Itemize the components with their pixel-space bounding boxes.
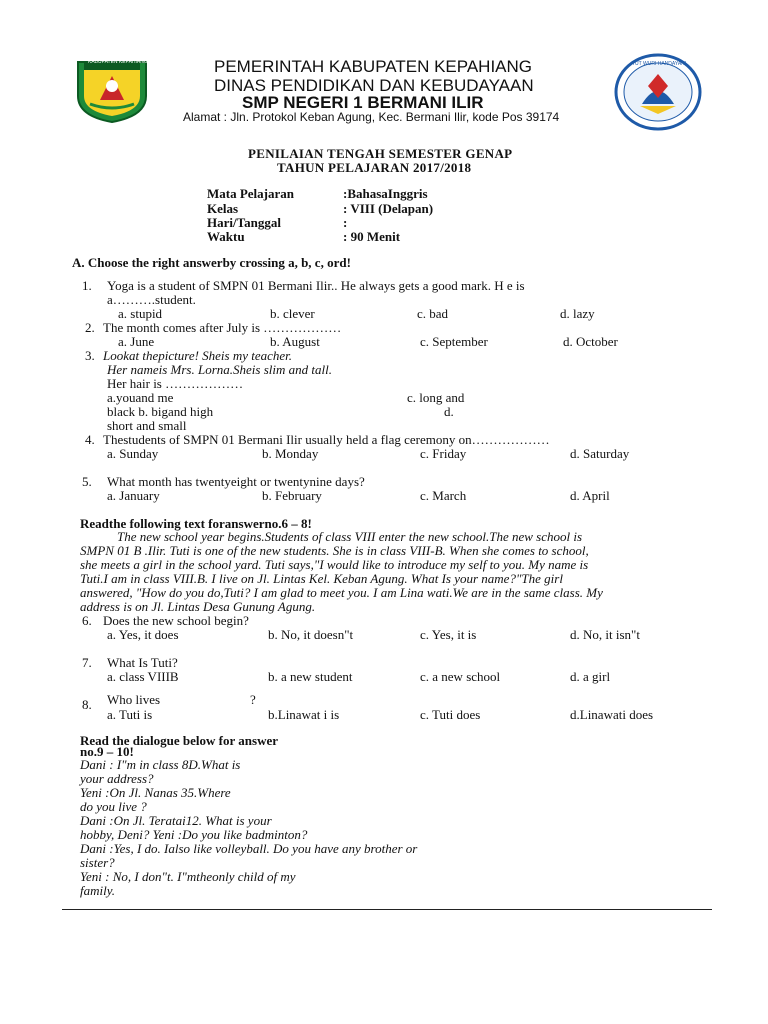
q4-text: Thestudents of SMPN 01 Bermani Ilir usually held a flag ceremony on………………: [103, 432, 550, 447]
q6-option-d[interactable]: d. No, it isn"t: [570, 627, 640, 642]
dialogue-line-3: Yeni :On Jl. Nanas 35.Where: [80, 785, 231, 800]
exam-title: PENILAIAN TENGAH SEMESTER GENAP: [248, 146, 513, 161]
q1-text: Yoga is a student of SMPN 01 Bermani Ilir.. He always gets a good mark. H e is: [107, 278, 525, 293]
header-address: Alamat : Jln. Protokol Keban Agung, Kec. Bermani Ilir, kode Pos 39174: [183, 110, 560, 124]
q3-line-2: Her nameis Mrs. Lorna.Sheis slim and tall.: [107, 362, 332, 377]
q5-option-c[interactable]: c. March: [420, 488, 467, 503]
regency-logo: [72, 56, 152, 124]
field-label-class: Kelas: [207, 201, 239, 216]
q1-option-d[interactable]: d. lazy: [560, 306, 595, 321]
reading-line-2: SMPN 01 B .Ilir. Tuti is one of the new students. She is in class VIII-B. When she comes to school,: [80, 543, 589, 558]
reading-heading: Readthe following text foranswerno.6 – 8!: [80, 516, 312, 531]
field-value-date: :: [343, 215, 348, 230]
q8-question-mark: ?: [250, 692, 256, 707]
tut-wuri-handayani-logo: [612, 52, 704, 132]
q6-option-a[interactable]: a. Yes, it does: [107, 627, 179, 642]
field-label-date: Hari/Tanggal: [207, 215, 281, 230]
q1-option-b[interactable]: b. clever: [270, 306, 315, 321]
q7-text: What Is Tuti?: [107, 655, 178, 670]
q1-option-c[interactable]: c. bad: [417, 306, 449, 321]
q4-number: 4.: [85, 432, 95, 447]
field-label-time: Waktu: [207, 229, 245, 244]
q8-option-b[interactable]: b.Linawat i is: [268, 707, 340, 722]
q3-line-1: Lookat thepicture! Sheis my teacher.: [103, 348, 293, 363]
q2-text: The month comes after July is ………………: [103, 320, 342, 335]
q3-line-3: Her hair is ………………: [107, 376, 244, 391]
q1-text-cont: a……….student.: [107, 292, 196, 307]
dialogue-line-2: your address?: [80, 771, 154, 786]
header-government: PEMERINTAH KABUPATEN KEPAHIANG: [214, 57, 533, 76]
field-value-subject: :BahasaInggris: [343, 186, 428, 201]
q5-number: 5.: [82, 474, 92, 489]
q2-option-d[interactable]: d. October: [563, 334, 618, 349]
dialogue-heading-cont: no.9 – 10!: [80, 744, 134, 759]
q8-option-c[interactable]: c. Tuti does: [420, 707, 481, 722]
q2-option-a[interactable]: a. June: [118, 334, 155, 349]
dialogue-line-10: family.: [80, 883, 116, 898]
dialogue-line-7: Dani :Yes, I do. Ialso like volleyball. Do you have any brother or: [80, 841, 418, 856]
q4-option-d[interactable]: d. Saturday: [570, 446, 630, 461]
q6-option-c[interactable]: c. Yes, it is: [420, 627, 477, 642]
q8-option-a[interactable]: a. Tuti is: [107, 707, 153, 722]
reading-line-1: The new school year begins.Students of class VIII enter the new school.The new school is: [117, 529, 583, 544]
reading-line-5: answered, "How do you do,Tuti? I am glad to meet you. I am Lina wati.We are in the same class. My: [80, 585, 603, 600]
dialogue-line-9: Yeni : No, I don"t. I"mtheonly child of my: [80, 869, 296, 884]
dialogue-line-1: Dani : I"m in class 8D.What is: [80, 757, 241, 772]
field-value-class: : VIII (Delapan): [343, 201, 434, 216]
q4-option-c[interactable]: c. Friday: [420, 446, 467, 461]
exam-year: TAHUN PELAJARAN 2017/2018: [277, 160, 472, 175]
q7-option-b[interactable]: b. a new student: [268, 669, 353, 684]
q5-option-a[interactable]: a. January: [107, 488, 160, 503]
regency-logo-text: KABUPATEN KEPAHIANG: [88, 59, 148, 65]
q3-option-cont: short and small: [107, 418, 187, 433]
q2-option-b[interactable]: b. August: [270, 334, 320, 349]
field-value-time: : 90 Menit: [343, 229, 401, 244]
q5-text: What month has twentyeight or twentynine days?: [107, 474, 365, 489]
tut-wuri-logo-text: TUT WURI HANDAYANI: [632, 61, 687, 67]
dialogue-line-6: hobby, Deni? Yeni :Do you like badminton?: [80, 827, 308, 842]
dialogue-heading: Read the dialogue below for answer: [80, 733, 279, 748]
reading-line-3: she meets a girl in the school yard. Tuti says,"I would like to introduce my self to you. My name is: [80, 557, 589, 572]
section-a-heading: A. Choose the right answerby crossing a, b, c, ord!: [72, 255, 351, 270]
q1-option-a[interactable]: a. stupid: [118, 306, 163, 321]
q2-number: 2.: [85, 320, 95, 335]
q7-option-a[interactable]: a. class VIIIB: [107, 669, 179, 684]
q7-number: 7.: [82, 655, 92, 670]
q3-option-d[interactable]: d.: [444, 404, 454, 419]
q6-text: Does the new school begin?: [103, 613, 249, 628]
dialogue-line-5: Dani :On Jl. Teratai12. What is your: [80, 813, 272, 828]
q4-option-a[interactable]: a. Sunday: [107, 446, 159, 461]
q8-text: Who lives: [107, 692, 161, 707]
q3-option-ab[interactable]: black b. bigand high: [107, 404, 214, 419]
q3-number: 3.: [85, 348, 95, 363]
q8-option-d[interactable]: d.Linawati does: [570, 707, 654, 722]
q5-option-b[interactable]: b. February: [262, 488, 322, 503]
q1-number: 1.: [82, 278, 92, 293]
q3-option-a[interactable]: a.youand me: [107, 390, 174, 405]
field-label-subject: Mata Pelajaran: [207, 186, 295, 201]
q6-option-b[interactable]: b. No, it doesn"t: [268, 627, 354, 642]
q7-option-d[interactable]: d. a girl: [570, 669, 611, 684]
header-agency: DINAS PENDIDIKAN DAN KEBUDAYAAN: [214, 76, 534, 95]
q8-number: 8.: [82, 697, 92, 712]
reading-line-6: address is on Jl. Lintas Desa Gunung Agung.: [80, 599, 316, 614]
reading-line-4: Tuti.I am in class VIII.B. I live on Jl. Lintas Kel. Keban Agung. What Is your name?"The girl: [80, 571, 563, 586]
header-school: SMP NEGERI 1 BERMANI ILIR: [242, 93, 484, 112]
dialogue-line-4: do you live ?: [80, 799, 147, 814]
q7-option-c[interactable]: c. a new school: [420, 669, 501, 684]
q2-option-c[interactable]: c. September: [420, 334, 488, 349]
dialogue-line-8: sister?: [80, 855, 115, 870]
q5-option-d[interactable]: d. April: [570, 488, 610, 503]
footer-divider: [62, 909, 712, 910]
q6-number: 6.: [82, 613, 92, 628]
q4-option-b[interactable]: b. Monday: [262, 446, 319, 461]
q3-option-c[interactable]: c. long and: [407, 390, 465, 405]
